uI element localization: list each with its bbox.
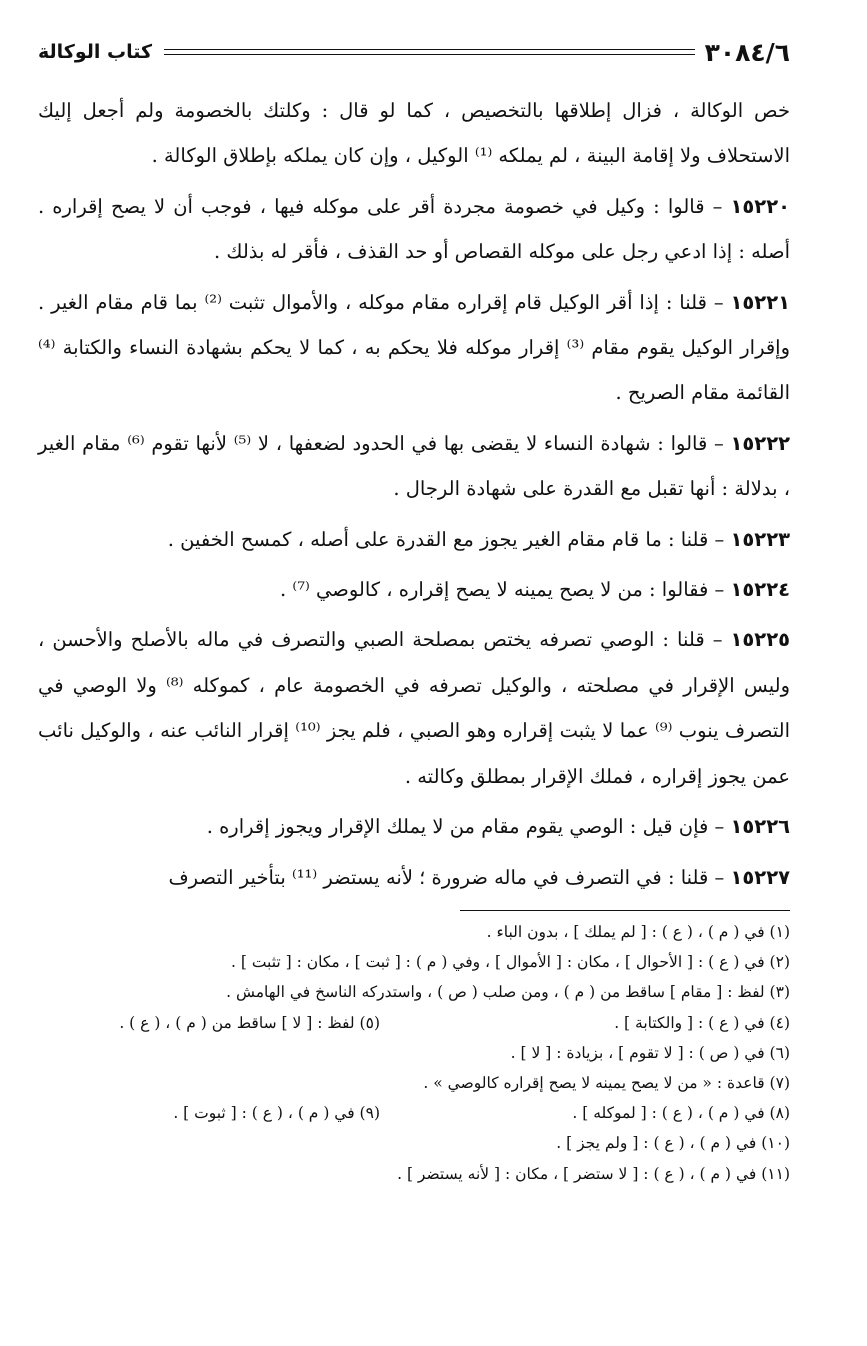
body-text xyxy=(38,88,790,900)
document-page xyxy=(38,30,790,1189)
paragraph-text: – قلنا : إذا أقر الوكيل قام إقراره مقام موكله ، والأموال تثبت ⁽²⁾ بما قام مقام الغير . وإقرار الوكيل يقوم مقام ⁽³⁾ إقرار موكله فلا يحكم به ، كما لا يحكم بشهادة النساء والكتابة ⁽⁴⁾ القائمة مقام الصريح . xyxy=(38,290,790,405)
footnote: (٦) في ( ص ) : [ لا تقوم ] ، بزيادة : [ لا ] . xyxy=(510,1043,790,1062)
paragraph-text: – فإن قيل : الوصي يقوم مقام من لا يملك الإقرار ويجوز إقراره . xyxy=(206,815,731,839)
paragraph-text: خص الوكالة ، فزال إطلاقها بالتخصيص ، كما لو قال : وكلتك بالخصومة ولم أجعل إليك الاستحلاف ولا إقامة البينة ، لم يملكه ⁽¹⁾ الوكيل ، وإن كان يملكه بإطلاق الوكالة . xyxy=(38,99,790,168)
footnote: (٢) في ( ع ) : [ الأحوال ] ، مكان : [ الأموال ] ، وفي ( م ) : [ ثبت ] ، مكان : [ تثبت ] . xyxy=(231,953,790,972)
paragraph xyxy=(38,280,790,416)
footnote: (٧) قاعدة : « من لا يصح يمينه لا يصح إقراره كالوصي » . xyxy=(423,1073,790,1092)
paragraph xyxy=(38,517,790,562)
paragraph xyxy=(38,804,790,849)
paragraph-number: ١٥٢٢٥ xyxy=(730,628,790,652)
paragraph-number: ١٥٢٢٢ xyxy=(730,431,791,455)
footnote: (١٠) في ( م ) ، ( ع ) : [ ولم يجز ] . xyxy=(556,1134,790,1153)
paragraph-text: – قلنا : ما قام مقام الغير يجوز مع القدرة على أصله ، كمسح الخفين . xyxy=(167,527,731,551)
paragraph xyxy=(38,88,790,179)
paragraph-text: – قالوا : شهادة النساء لا يقضى بها في الحدود لضعفها ، لا ⁽⁵⁾ لأنها تقوم ⁽⁶⁾ مقام الغير ، بدلالة : أنها تقبل مع القدرة على شهادة الرجال . xyxy=(38,431,790,501)
paragraph xyxy=(38,855,790,900)
paragraph-text: – قالوا : وكيل في خصومة مجردة أقر على موكله فيها ، فوجب أن لا يصح إقراره . أصله : إذا ادعي رجل على موكله القصاص أو حد القذف ، فأقر له بذلك . xyxy=(38,194,790,264)
page-number: ٣٠٨٤/٦ xyxy=(704,37,790,67)
paragraph-number: ١٥٢٢٣ xyxy=(730,527,790,551)
footnote: (٣) لفظ : [ مقام ] ساقط من ( م ) ، ومن صلب ( ص ) ، واستدركه الناسخ في الهامش . xyxy=(226,983,790,1002)
paragraph-text: – قلنا : الوصي تصرفه يختص بمصلحة الصبي والتصرف في ماله بالأصلح والأحسن ، وليس الإقرار في مصلحته ، والوكيل تصرفه في الخصومة عام ، كموكله ⁽⁸⁾ ولا الوصي في التصرف ينوب ⁽⁹⁾ عما لا يثبت إقراره وهو الصبي ، فلم يجز ⁽¹⁰⁾ إقرار النائب عنه ، والوكيل نائب عمن يجوز إقراره ، فملك الإقرار بمطلق وكالته . xyxy=(38,628,790,788)
footnotes xyxy=(38,917,790,1189)
running-header xyxy=(38,30,790,74)
paragraph-number: ١٥٢٢٠ xyxy=(730,194,790,218)
footnote: (٩) في ( م ) ، ( ع ) : [ ثبوت ] . xyxy=(173,1104,380,1123)
footnote: (٤) في ( ع ) : [ والكتابة ] . xyxy=(614,1013,790,1032)
header-rule xyxy=(164,49,695,55)
footnote-row xyxy=(38,1098,790,1128)
paragraph-number: ١٥٢٢٦ xyxy=(730,815,790,839)
paragraph xyxy=(38,617,790,799)
footnote-row xyxy=(38,1008,790,1038)
paragraph xyxy=(38,567,790,612)
footnote-separator xyxy=(460,910,790,911)
paragraph xyxy=(38,184,790,275)
paragraph-number: ١٥٢٢١ xyxy=(730,290,790,314)
paragraph-number: ١٥٢٢٤ xyxy=(730,578,790,602)
footnote: (١١) في ( م ) ، ( ع ) : [ لا ستضر ] ، مكان : [ لأنه يستضر ] . xyxy=(397,1164,790,1183)
book-title: كتاب الوكالة xyxy=(38,41,153,63)
paragraph-text: – قلنا : في التصرف في ماله ضرورة ؛ لأنه يستضر ⁽¹¹⁾ بتأخير التصرف xyxy=(168,865,731,889)
paragraph-number: ١٥٢٢٧ xyxy=(730,865,790,889)
paragraph xyxy=(38,421,790,512)
paragraph-text: – فقالوا : من لا يصح يمينه لا يصح إقراره ، كالوصي ⁽⁷⁾ . xyxy=(280,578,731,602)
footnote: (١) في ( م ) ، ( ع ) : [ لم يملك ] ، بدون الباء . xyxy=(486,922,790,941)
footnote: (٨) في ( م ) ، ( ع ) : [ لموكله ] . xyxy=(572,1104,790,1123)
footnote: (٥) لفظ : [ لا ] ساقط من ( م ) ، ( ع ) . xyxy=(119,1013,380,1032)
